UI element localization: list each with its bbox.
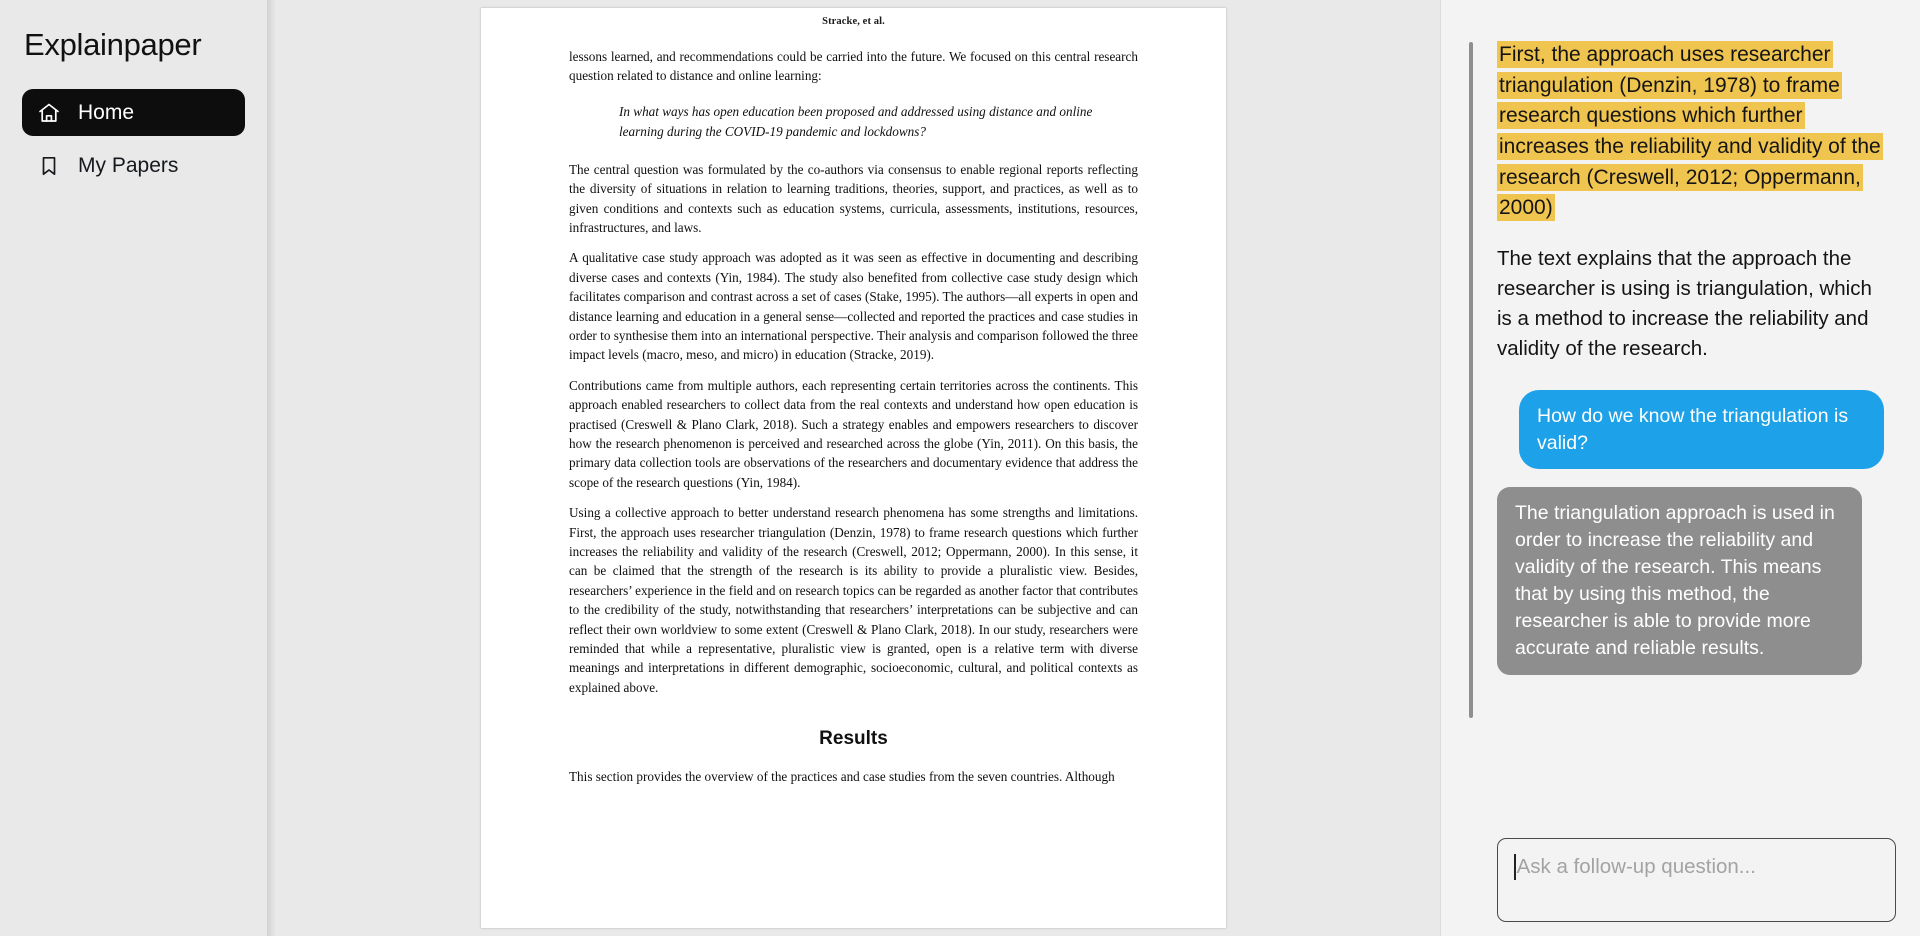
paragraph: lessons learned, and recommendations could be carried into the future. We focused on this central research question related to distance and online learning: xyxy=(569,49,1138,84)
explanation-text: The text explains that the approach the researcher is using is triangulation, which is a method to increase the reliability and validity of the research. xyxy=(1497,246,1872,361)
paragraph: Using a collective approach to better understand research phenomena has some strengths and limitations. First, the approach uses researcher triangulation (Denzin, 1978) to frame research questions which further increases the reliability and validity of the research (Creswell, 2012; Oppermann, 2000). In this sense, it can be claimed that the strength of the research is its ability to provide a pluralistic view. Besides, researchers’ experience in the field and on research topics can be regarded as another factor that contributes to the credibility of the study, notwithstanding that researchers’ interpretations can be subjective and can reflect their own worldview to some extent (Creswell & Plano Clark, 2018). In our study, researchers were reminded that while a representative, pluralistic view is granted, open is a relative term with diverse meanings and interpretations in different demographic, socioeconomic, cultural, and political contexts as explained above. xyxy=(569,505,1138,695)
app-logo-text: Explainpaper xyxy=(24,27,202,62)
chat-scrollbar[interactable] xyxy=(1469,42,1473,718)
paper-viewer[interactable] xyxy=(267,0,1440,936)
results-first-line: This section provides the overview of the practices and case studies from the seven countries. Although xyxy=(569,769,1115,785)
pdf-page[interactable] xyxy=(481,8,1226,928)
message-row-assistant xyxy=(1497,487,1884,674)
follow-up-input-placeholder: Ask a follow-up question... xyxy=(1516,855,1756,878)
bookmark-icon xyxy=(36,153,62,179)
sidebar-nav xyxy=(22,89,245,189)
message-row-user xyxy=(1497,390,1884,469)
research-question: In what ways has open education been proposed and addressed using distance and online learning during the COVID-19 pandemic and lockdowns? xyxy=(619,103,1093,140)
section-heading-results: Results xyxy=(819,728,888,750)
paragraph: A qualitative case study approach was adopted as it was seen as effective in documenting and describing diverse cases and contexts (Yin, 1984). The study also benefited from collective case study design which facilitates comparison and contrast across a set of cases (Stake, 1995). The authors—all experts in open and distance learning and education in a general sense—collected and reported the practices and case studies in order to synthesise them into an international perspective. Their analysis and comparison followed the three impact levels (macro, meso, and micro) in education (Stracke, 2019). xyxy=(569,250,1138,363)
sidebar xyxy=(0,0,267,936)
pdf-page-body xyxy=(481,47,1226,785)
follow-up-input[interactable] xyxy=(1497,838,1896,922)
sidebar-item-my-papers[interactable] xyxy=(22,142,245,189)
user-message-bubble: How do we know the triangulation is valid? xyxy=(1519,390,1884,469)
sidebar-item-home-label: Home xyxy=(78,101,135,125)
home-icon xyxy=(36,100,62,126)
paragraph: The central question was formulated by the co-authors via consensus to enable regional reports reflecting the diversity of situations in relation to learning traditions, theories, support, and practices, as well as to given conditions and contexts such as education systems, curricula, assessments, institutions, resources, infrastructures, and laws. xyxy=(569,161,1138,235)
paragraph: Contributions came from multiple authors, each representing certain territories across the continents. This approach enabled researchers to collect data from the real contexts and understand how open education is practised (Creswell & Plano Clark, 2018). Such a strategy enables and empowers researchers to discover how the research phenomenon is perceived and researched across the globe (Yin, 2011). On this basis, the primary data collection tools are observations of the researchers and documentary evidence that address the scope of the research questions (Yin, 1984). xyxy=(569,377,1138,490)
highlighted-quote-text: First, the approach uses researcher triangulation (Denzin, 1978) to frame research questions which further increases the reliability and validity of the research (Creswell, 2012; Oppermann, 2000) xyxy=(1499,43,1881,220)
highlighted-quote xyxy=(1497,40,1884,224)
explanation-panel xyxy=(1440,0,1920,936)
running-head: Stracke, et al. xyxy=(822,16,885,27)
sidebar-item-home[interactable] xyxy=(22,89,245,136)
chat-thread xyxy=(1471,40,1890,936)
sidebar-item-my-papers-label: My Papers xyxy=(78,154,179,178)
viewer-inner xyxy=(267,0,1440,936)
composer-wrapper xyxy=(1497,838,1896,922)
assistant-message-bubble: The triangulation approach is used in order to increase the reliability and validity of the research. This means that by using this method, the researcher is able to provide more accurate and reliable results. xyxy=(1497,487,1862,674)
text-cursor xyxy=(1514,854,1516,880)
